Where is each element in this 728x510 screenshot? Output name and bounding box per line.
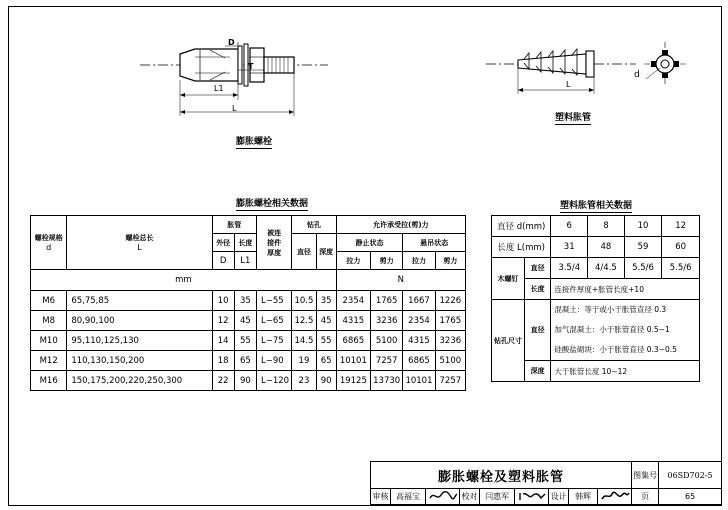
table-cell: 12 xyxy=(212,311,234,331)
reviewer-signature-mark xyxy=(428,490,458,502)
screw-dia-cell: 4/4.5 xyxy=(588,258,625,279)
table-cell: 14.5 xyxy=(292,331,316,351)
table-cell: 22 xyxy=(212,371,234,391)
table-cell: 45 xyxy=(234,311,256,331)
reviewer-name: 高福宝 xyxy=(390,489,425,505)
table-cell: 110,130,150,200 xyxy=(67,351,212,371)
anchor-label-d: d xyxy=(634,70,640,80)
unit-mm: mm xyxy=(31,270,337,291)
screw-dia-label: 直径 xyxy=(525,258,551,279)
table-row xyxy=(31,311,466,331)
anchor-len-row xyxy=(492,237,700,258)
hole-dia-line: 硅酸盐砌块：小于胀管直径 0.3∼0.5 xyxy=(554,345,677,354)
anchor-dia-cell: 8 xyxy=(588,216,625,237)
table-row xyxy=(31,291,466,311)
table-cell: 1667 xyxy=(403,291,435,311)
reviewer-signature xyxy=(426,489,460,505)
anchor-label-L: L xyxy=(566,80,571,89)
anchor-caption: 塑料胀管 xyxy=(555,110,591,125)
header-static: 静止状态 xyxy=(336,234,403,252)
anchor-dia-cell: 12 xyxy=(662,216,700,237)
hole-dia-row xyxy=(492,300,700,361)
header-length-sub: L xyxy=(137,243,142,252)
header-length xyxy=(67,216,212,270)
table-cell: 19 xyxy=(292,351,316,371)
hole-depth-label: 深度 xyxy=(525,361,551,382)
table-cell: 150,175,200,220,250,300 xyxy=(67,371,212,391)
header-thickness-1: 被连 xyxy=(267,228,282,237)
title-block-table xyxy=(370,461,722,505)
screw-dia-cell: 5.5/6 xyxy=(624,258,662,279)
table-cell: 35 xyxy=(234,291,256,311)
hole-depth-desc: 大于胀管长度 10∼12 xyxy=(551,361,700,382)
hole-dia-label: 直径 xyxy=(525,300,551,361)
checker-signature-mark xyxy=(517,490,547,502)
table-cell: 4315 xyxy=(403,331,435,351)
bolt-table-title: 膨胀螺栓相关数据 xyxy=(236,196,308,211)
table-cell: 80,90,100 xyxy=(67,311,212,331)
table-cell: 10101 xyxy=(403,371,435,391)
designer-signature xyxy=(598,489,632,505)
table-cell: 12.5 xyxy=(292,311,316,331)
bolt-label-L: L xyxy=(232,104,237,113)
table-cell: M12 xyxy=(31,351,67,371)
anchor-dia-row xyxy=(492,216,700,237)
anchor-len-cell: 60 xyxy=(662,237,700,258)
header-hanging-tension: 拉力 xyxy=(403,252,435,270)
table-cell: 7257 xyxy=(370,351,402,371)
anchor-len-label: 长度 L(mm) xyxy=(492,237,551,258)
design-label: 设计 xyxy=(549,489,569,505)
header-outer-dia-sym: D xyxy=(212,252,234,270)
table-row xyxy=(31,331,466,351)
screw-dia-cell: 5.5/6 xyxy=(662,258,700,279)
header-static-tension: 拉力 xyxy=(336,252,370,270)
header-hole: 钻孔 xyxy=(292,216,336,234)
table-cell: M16 xyxy=(31,371,67,391)
header-thickness xyxy=(256,216,291,270)
table-cell: 90 xyxy=(234,371,256,391)
header-hanging-shear: 剪力 xyxy=(435,252,465,270)
hole-label: 钻孔尺寸 xyxy=(492,300,525,382)
table-row xyxy=(31,351,466,371)
atlas-no: 06SD702-5 xyxy=(659,462,722,489)
screw-dia-row xyxy=(492,258,700,279)
table-cell: 10101 xyxy=(336,351,370,371)
signature-row xyxy=(371,489,722,505)
screw-len-desc: 连接件厚度+胀管长度+10 xyxy=(551,279,700,300)
title-row xyxy=(371,462,722,489)
table-cell: L−120 xyxy=(256,371,291,391)
table-cell: 10.5 xyxy=(292,291,316,311)
header-sleeve-len: 长度 xyxy=(234,234,256,252)
table-cell: L−55 xyxy=(256,291,291,311)
header-length-label: 螺栓总长 xyxy=(125,234,154,242)
table-cell: 65 xyxy=(234,351,256,371)
bolt-caption: 膨胀螺栓 xyxy=(236,134,272,149)
table-cell: 55 xyxy=(316,331,336,351)
table-cell: 2354 xyxy=(403,311,435,331)
table-cell: 6865 xyxy=(403,351,435,371)
table-cell: M10 xyxy=(31,331,67,351)
page-number: 65 xyxy=(659,489,722,505)
screw-len-label: 长度 xyxy=(525,279,551,300)
bolt-label-L1: L1 xyxy=(214,84,224,93)
table-cell: L−65 xyxy=(256,311,291,331)
table-cell: 19125 xyxy=(336,371,370,391)
drawing-title: 膨胀螺栓及塑料胀管 xyxy=(371,462,632,489)
anchor-dia-cell: 6 xyxy=(551,216,588,237)
table-cell: 1765 xyxy=(370,291,402,311)
table-cell: 18 xyxy=(212,351,234,371)
checker-signature xyxy=(515,489,549,505)
table-cell: 4315 xyxy=(336,311,370,331)
table-cell: 5100 xyxy=(370,331,402,351)
table-cell: 45 xyxy=(316,311,336,331)
bolt-label-T: T xyxy=(248,62,254,71)
table-cell: 6865 xyxy=(336,331,370,351)
table-cell: 7257 xyxy=(435,371,465,391)
table-cell: 2354 xyxy=(336,291,370,311)
table-cell: 65,75,85 xyxy=(67,291,212,311)
table-cell: M8 xyxy=(31,311,67,331)
bolt-label-D: D xyxy=(228,38,235,47)
header-static-shear: 剪力 xyxy=(370,252,402,270)
title-block xyxy=(370,461,722,506)
designer-signature-mark xyxy=(600,490,630,502)
hole-dia-line: 加气混凝土：小于胀管直径 0.5∼1 xyxy=(554,325,670,334)
header-spec xyxy=(31,216,67,270)
screw-dia-cell: 3.5/4 xyxy=(551,258,588,279)
table-cell: 3236 xyxy=(370,311,402,331)
screw-label: 木螺钉 xyxy=(492,258,525,300)
page-label: 页 xyxy=(632,489,659,505)
bolt-data-table xyxy=(30,215,466,391)
header-outer-dia: 外径 xyxy=(212,234,234,252)
header-allow: 允许承受拉(剪)力 xyxy=(336,216,465,234)
anchor-len-cell: 31 xyxy=(551,237,588,258)
table-cell: 3236 xyxy=(435,331,465,351)
table-cell: 23 xyxy=(292,371,316,391)
anchor-dia-label: 直径 d(mm) xyxy=(492,216,551,237)
table-row xyxy=(31,371,466,391)
header-sleeve: 胀管 xyxy=(212,216,256,234)
designer-name: 韩辉 xyxy=(569,489,598,505)
anchor-len-cell: 59 xyxy=(624,237,662,258)
header-hole-dia: 直径 xyxy=(292,234,316,270)
header-spec-label: 螺栓规格 xyxy=(34,234,63,242)
header-hanging: 悬吊状态 xyxy=(403,234,466,252)
table-cell: 90 xyxy=(316,371,336,391)
bolt-header-row-1 xyxy=(31,216,466,234)
anchor-dia-cell: 10 xyxy=(624,216,662,237)
plastic-anchor-drawing xyxy=(486,24,706,104)
header-sleeve-len-sym: L1 xyxy=(234,252,256,270)
anchor-len-cell: 48 xyxy=(588,237,625,258)
bolt-rows xyxy=(31,291,466,391)
table-cell: L−75 xyxy=(256,331,291,351)
table-cell: 10 xyxy=(212,291,234,311)
unit-n: N xyxy=(336,270,465,291)
anchor-data-table xyxy=(491,215,700,382)
table-cell: 95,110,125,130 xyxy=(67,331,212,351)
header-thickness-2: 接件 xyxy=(267,238,282,247)
table-cell: 55 xyxy=(234,331,256,351)
table-cell: 5100 xyxy=(435,351,465,371)
hole-dia-desc xyxy=(551,300,700,361)
bolt-unit-row xyxy=(31,270,466,291)
header-hole-depth: 深度 xyxy=(316,234,336,270)
table-cell: 35 xyxy=(316,291,336,311)
review-label: 审核 xyxy=(371,489,391,505)
hole-dia-line: 混凝土：等于或小于胀管直径 0.3 xyxy=(554,305,667,314)
header-spec-sub: d xyxy=(46,243,52,252)
table-cell: 65 xyxy=(316,351,336,371)
table-cell: 14 xyxy=(212,331,234,351)
table-cell: 1226 xyxy=(435,291,465,311)
check-label: 校对 xyxy=(460,489,480,505)
atlas-no-label: 图集号 xyxy=(632,462,659,489)
header-thickness-3: 厚度 xyxy=(267,248,282,257)
anchor-table-title: 塑料胀管相关数据 xyxy=(560,198,632,213)
expansion-bolt-drawing xyxy=(140,30,330,130)
table-cell: 13730 xyxy=(370,371,402,391)
table-cell: L−90 xyxy=(256,351,291,371)
table-cell: 1765 xyxy=(435,311,465,331)
table-cell: M6 xyxy=(31,291,67,311)
checker-name: 闫惠军 xyxy=(480,489,515,505)
